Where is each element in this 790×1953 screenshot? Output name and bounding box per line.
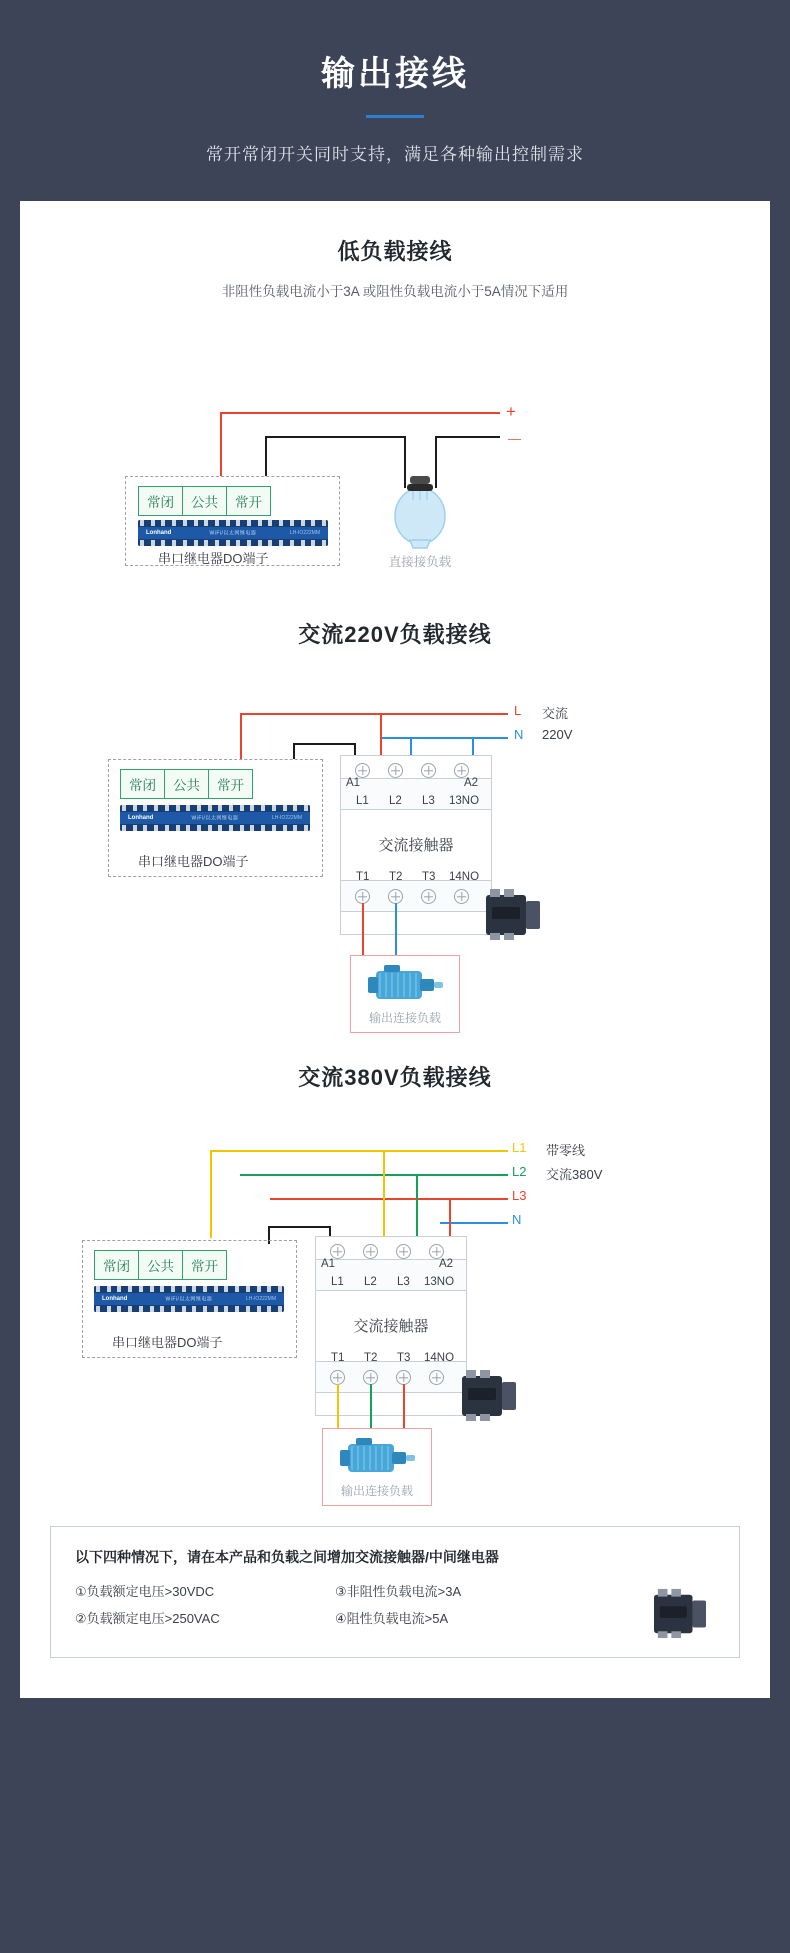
- wire-black-com-across: [293, 743, 355, 745]
- relay-board-image: [120, 805, 310, 831]
- wire-L2-bus: [240, 1174, 508, 1176]
- terminal-com: 公共: [165, 770, 209, 798]
- wire-black-across: [268, 1226, 330, 1228]
- board-code: LH-IO222MM: [271, 815, 302, 821]
- contactor-ring-T1: [355, 889, 370, 904]
- board-model: WiFi/以太网继电器: [209, 530, 257, 537]
- contactor-ring-T3: [421, 889, 436, 904]
- contactor-term-T2: T2: [364, 1352, 378, 1364]
- terminal-no: 常开: [227, 487, 270, 515]
- contactor-term-L1: L1: [356, 795, 369, 807]
- contactor-term-L1: L1: [331, 1276, 344, 1288]
- wire-blue-to-L2: [410, 737, 412, 757]
- relay-terminal-caption: 串口继电器DO端子: [112, 1335, 223, 1350]
- label-N: N: [512, 1212, 522, 1227]
- terminal-nc: 常闭: [95, 1251, 139, 1279]
- contactor-term-T1: T1: [356, 871, 370, 883]
- contactor-term-T2: T2: [389, 871, 403, 883]
- wire-N-bus: [380, 737, 508, 739]
- label-L1: L1: [512, 1140, 527, 1155]
- contactor-ring-14NO: [454, 889, 469, 904]
- motor-caption: 输出连接负载: [368, 1011, 441, 1025]
- label-negative: －: [506, 431, 523, 450]
- terminal-group: [120, 769, 253, 799]
- supply-name-1: 带零线: [546, 1143, 586, 1158]
- terminal-nc: 常闭: [139, 487, 183, 515]
- contactor-ring-L2: [396, 1244, 411, 1259]
- supply-name-2: 交流380V: [546, 1167, 603, 1182]
- board-top-pins: [96, 1286, 282, 1292]
- terminal-no: 常开: [183, 1251, 226, 1279]
- supply-name-1: 交流: [542, 706, 569, 721]
- contactor-label-A2: A2: [464, 777, 479, 789]
- board-top-pins: [140, 520, 326, 526]
- contactor-photo-icon: [482, 887, 544, 941]
- content-card: [20, 201, 770, 1698]
- diagram-low-load: [50, 324, 740, 574]
- contactor-term-13NO: 13NO: [449, 795, 480, 807]
- contactor-term-T3: T3: [397, 1352, 411, 1364]
- board-bottom-pins: [122, 825, 308, 831]
- wire-green-drop: [416, 1174, 418, 1238]
- note-item-1: ①负载额定电压>30VDC: [75, 1584, 215, 1599]
- board-top-pins: [122, 805, 308, 811]
- board-model: WiFi/以太网继电器: [165, 1296, 213, 1303]
- section-title: 低负载接线: [337, 239, 453, 264]
- light-bulb-icon: [380, 464, 460, 554]
- contactor-ring-T3: [396, 1370, 411, 1385]
- contactor-ring-T2: [388, 889, 403, 904]
- wire-T2-to-motor: [370, 1384, 372, 1434]
- wire-red-to-no: [240, 713, 242, 759]
- wire-yellow-drop: [383, 1150, 385, 1238]
- section-ac380: [20, 1061, 770, 1498]
- relay-board-image: [94, 1286, 284, 1312]
- wire-L3-bus: [270, 1198, 508, 1200]
- wire-L-bus: [240, 713, 508, 715]
- title-underline: [366, 115, 424, 118]
- supply-name-2: 220V: [542, 727, 573, 742]
- wire-T1-to-motor: [337, 1384, 339, 1434]
- note-title: 以下四种情况下，请在本产品和负载之间增加交流接触器/中间继电器: [75, 1549, 499, 1565]
- load-caption: 直接接负载: [388, 555, 452, 569]
- terminal-nc: 常闭: [121, 770, 165, 798]
- wire-red-to-A1: [380, 713, 382, 755]
- diagram-ac380: [50, 1118, 740, 1498]
- label-positive: +: [506, 402, 516, 421]
- diagram-ac220: [50, 675, 740, 1035]
- terminal-no: 常开: [209, 770, 252, 798]
- motor-icon: [362, 963, 448, 1009]
- board-bottom-pins: [96, 1306, 282, 1312]
- board-code: LH-IO222MM: [289, 530, 320, 536]
- page-title: 输出接线: [321, 55, 469, 93]
- contactor-term-L2: L2: [389, 795, 402, 807]
- board-model: WiFi/以太网继电器: [191, 815, 239, 822]
- board-brand: Lonhand: [128, 815, 154, 821]
- note-column-left: [75, 1581, 335, 1635]
- contactor-photo-icon: [458, 1368, 520, 1422]
- relay-terminal-caption: 串口继电器DO端子: [158, 551, 269, 566]
- motor-icon: [334, 1436, 420, 1482]
- contactor-ring-L3: [429, 1244, 444, 1259]
- wire-red-drop: [449, 1198, 451, 1238]
- page-header: [0, 0, 790, 165]
- label-L2: L2: [512, 1164, 527, 1179]
- page-subtitle: 常开常闭开关同时支持，满足各种输出控制需求: [206, 145, 584, 164]
- note-item-3: ③非阻性负载电流>3A: [335, 1584, 462, 1599]
- board-code: LH-IO222MM: [245, 1296, 276, 1302]
- note-item-2: ②负载额定电压>250VAC: [75, 1611, 220, 1626]
- note-item-4: ④阻性负载电流>5A: [335, 1611, 449, 1626]
- wire-negative-top: [435, 436, 500, 438]
- contactor-ring-14NO: [429, 1370, 444, 1385]
- wire-black-com-up: [293, 743, 295, 759]
- wire-yellow-to-no: [210, 1150, 212, 1238]
- note-grid: [75, 1581, 715, 1635]
- board-brand: Lonhand: [146, 530, 172, 536]
- section-title: 交流380V负载接线: [298, 1065, 492, 1090]
- terminal-com: 公共: [139, 1251, 183, 1279]
- section-low-load: [20, 235, 770, 574]
- relay-board-image: [138, 520, 328, 546]
- wire-L1-bus: [210, 1150, 508, 1152]
- contactor-ring-T1: [330, 1370, 345, 1385]
- wire-positive-right: [430, 412, 500, 414]
- section-subtitle: 非阻性负载电流小于3A 或阻性负载电流小于5A情况下适用: [221, 284, 569, 299]
- wire-black-common-up: [265, 436, 267, 476]
- contactor-ring-L1: [388, 763, 403, 778]
- note-contactor-icon: [649, 1587, 711, 1639]
- label-L3: L3: [512, 1188, 527, 1203]
- contactor-ring-A1: [330, 1244, 345, 1259]
- contactor-ring-L2: [421, 763, 436, 778]
- contactor-term-L2: L2: [364, 1276, 377, 1288]
- terminal-group: [138, 486, 271, 516]
- relay-terminal-caption: 串口继电器DO端子: [138, 854, 249, 869]
- contactor-ring-T2: [363, 1370, 378, 1385]
- contactor-label-A1: A1: [321, 1258, 336, 1270]
- contactor-ring-L1: [363, 1244, 378, 1259]
- contactor-ring-L3: [454, 763, 469, 778]
- contactor-term-13NO: 13NO: [424, 1276, 455, 1288]
- label-N: N: [514, 727, 524, 742]
- contactor-ring-A1: [355, 763, 370, 778]
- contactor-term-T3: T3: [422, 871, 436, 883]
- section-title: 交流220V负载接线: [298, 622, 492, 647]
- board-brand: Lonhand: [102, 1296, 128, 1302]
- contactor-term-T1: T1: [331, 1352, 345, 1364]
- wire-black-across: [265, 436, 405, 438]
- contactor-name: 交流接触器: [378, 837, 454, 854]
- board-bottom-pins: [140, 540, 326, 546]
- contactor-label-A2: A2: [439, 1258, 454, 1270]
- terminal-com: 公共: [183, 487, 227, 515]
- contactor-term-L3: L3: [422, 795, 435, 807]
- contactor-term-L3: L3: [397, 1276, 410, 1288]
- wire-T2-to-motor: [395, 903, 397, 961]
- terminal-group: [94, 1250, 227, 1280]
- note-box: [50, 1526, 740, 1658]
- motor-caption: [322, 1482, 432, 1490]
- wire-T3-to-motor: [403, 1384, 405, 1434]
- contactor-label-A1: A1: [346, 777, 361, 789]
- contactor-term-14NO: 14NO: [449, 871, 480, 883]
- wire-blue-to-A2: [472, 737, 474, 757]
- note-column-right: [335, 1581, 595, 1635]
- contactor-term-14NO: 14NO: [424, 1352, 455, 1364]
- section-ac220: [20, 618, 770, 1035]
- wire-T1-to-motor: [362, 903, 364, 961]
- wire-red-down: [220, 412, 222, 476]
- label-L: L: [514, 703, 522, 718]
- contactor-name: 交流接触器: [353, 1318, 429, 1335]
